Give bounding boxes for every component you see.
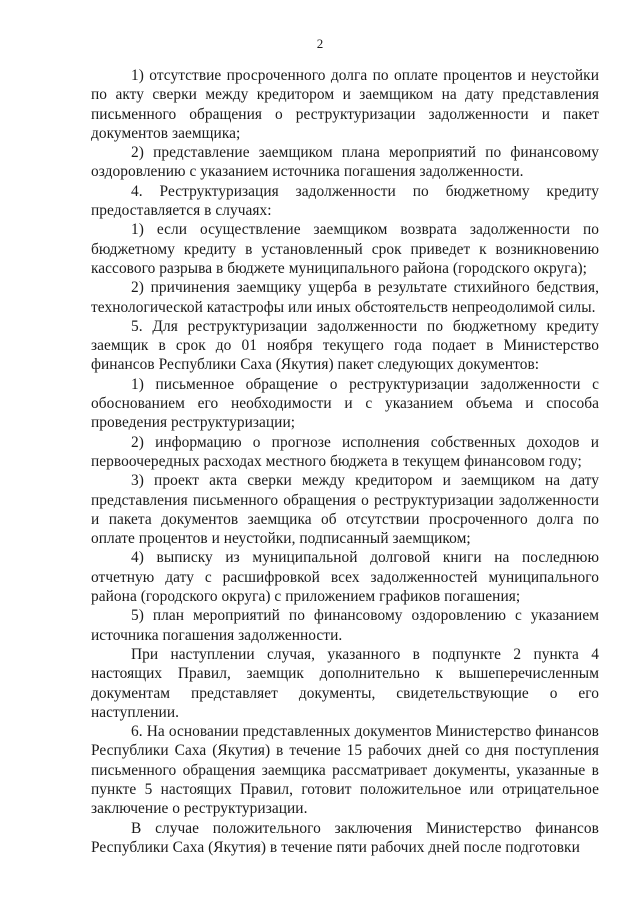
paragraph: 1) письменное обращение о реструктуризации задолженности с обоснованием его необходимости и с указанием объема и способа проведения реструктуризации;: [91, 375, 599, 432]
paragraph: 5. Для реструктуризации задолженности по бюджетному кредиту заемщик в срок до 01 ноября текущего года подает в Министерство финансов Республики Саха (Якутия) пакет следующих документов:: [91, 317, 599, 374]
paragraph: 2) информацию о прогнозе исполнения собственных доходов и первоочередных расходах местного бюджета в текущем финансовом году;: [91, 433, 599, 470]
paragraph: 5) план мероприятий по финансовому оздоровлению с указанием источника погашения задолженности.: [91, 607, 599, 644]
paragraph: 3) проект акта сверки между кредитором и заемщиком на дату представления письменного обращения о реструктуризации задолженности и пакета документов заемщика об отсутствии просроченного долга по оплате процентов и неустойки, подписанный заемщиком;: [91, 472, 599, 548]
paragraph: 2) представление заемщиком плана мероприятий по финансовому оздоровлению с указанием источника погашения задолженности.: [91, 144, 599, 181]
paragraph: 1) если осуществление заемщиком возврата задолженности по бюджетному кредиту в установленный срок приведет к возникновению кассового разрыва в бюджете муниципального района (городского округа);: [91, 221, 599, 277]
paragraph: 1) отсутствие просроченного долга по оплате процентов и неустойки по акту сверки между кредитором и заемщиком на дату представления письменного обращения о реструктуризации задолженности и пакет документов заемщика;: [91, 67, 599, 142]
page-number: 2: [316, 36, 324, 51]
paragraph: 4) выписку из муниципальной долговой книги на последнюю отчетную дату с расшифровкой всех задолженностей муниципального района (городского округа) с приложением графиков погашения;: [91, 549, 599, 606]
paragraph: 4. Реструктуризация задолженности по бюджетному кредиту предоставляется в случаях:: [91, 182, 599, 220]
paragraph: При наступлении случая, указанного в подпункте 2 пункта 4 настоящих Правил, заемщик дополнительно к вышеперечисленным документам представляет документы, свидетельствующие о его наступлении.: [91, 645, 599, 721]
paragraph: В случае положительного заключения Министерство финансов Республики Саха (Якутия) в течение пяти рабочих дней после подготовки: [91, 819, 599, 856]
paragraph: 6. На основании представленных документов Министерство финансов Республики Саха (Якутия) в течение 15 рабочих дней со дня поступления письменного обращения заемщика рассматривает документы, указанные в пункте 5 настоящих Правил, готовит положительное или отрицательное заключение о реструктуризации.: [91, 723, 599, 818]
document-body: [91, 66, 599, 857]
paragraph: 2) причинения заемщику ущерба в результате стихийного бедствия, технологической катастрофы или иных обстоятельств непреодолимой силы.: [91, 279, 599, 316]
